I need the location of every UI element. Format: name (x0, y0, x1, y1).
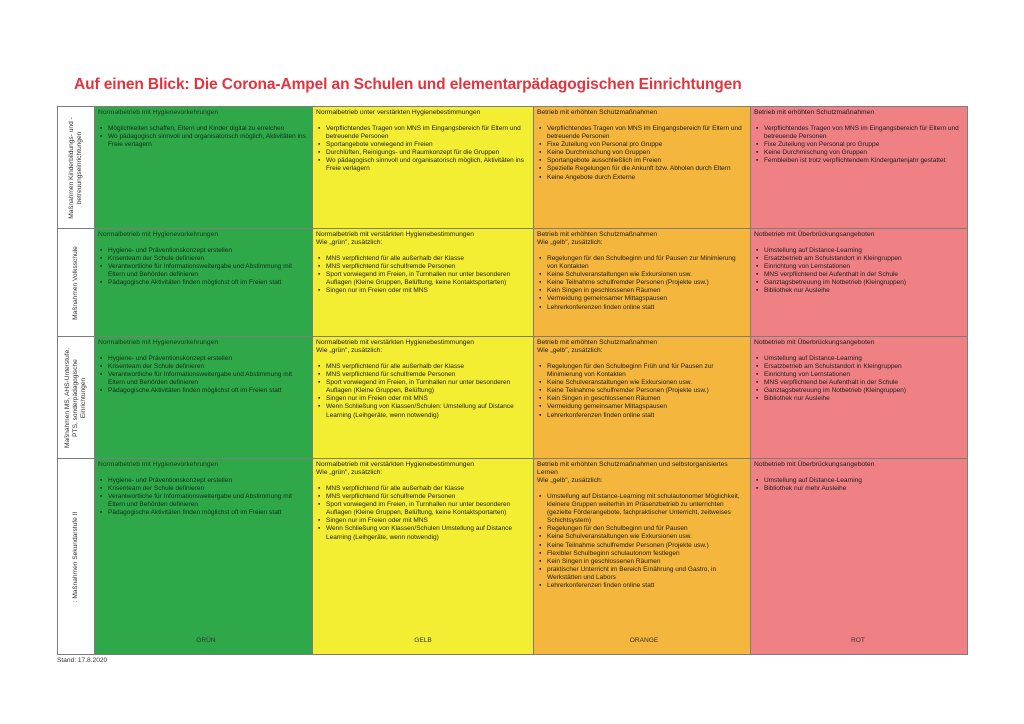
measure-list (751, 125, 967, 165)
cell-gruen (95, 107, 313, 229)
cell-orange (534, 107, 751, 229)
label-orange: ORANGE (629, 637, 659, 644)
measure-item: ▪ Kein Singen in geschlossenen Räumen (537, 558, 746, 566)
measure-list (751, 355, 967, 404)
measure-list (313, 125, 533, 174)
cell-subheading: Wie „grün", zusätzlich: (316, 347, 383, 354)
measure-item: ▪ Verpflichtendes Tragen von MNS im Eingangsbereich für Eltern und betreuende Personen (754, 125, 963, 141)
measure-item: ▪ Sport vorwiegend im Freien, in Turnhallen nur unter besonderen Auflagen (Kleine Gruppen, Belüftung, keine Kontaktsportarten) (316, 501, 529, 517)
measure-item: ▪ Lehrerkonferenzen finden online statt (537, 304, 746, 312)
measure-item: ▪ Umstellung auf Distance-Learning mit schulautonomer Möglichkeit, kleinere Gruppen weiterhin im Präsenzbetrieb zu unterrichten (gezielte Förderangebote, fachpraktischer Unterricht, zeitweises Schichtsystem) (537, 493, 746, 525)
measure-item: ▪ Sport vorwiegend im Freien, in Turnhallen nur unter besonderen Auflagen (Kleine Gruppen, Belüftung, keine Kontaktsportarten) (316, 271, 529, 287)
cell-orange (534, 229, 751, 337)
measure-item: ▪ Fixe Zuteilung von Personal pro Gruppe (537, 141, 746, 149)
measure-item: ▪ Pädagogische Aktivitäten finden möglichst oft im Freien statt (98, 387, 308, 395)
cell-heading: Normalbetrieb mit verstärkten Hygienebestimmungen (316, 339, 474, 346)
measure-item: ▪ MNS verpflichtend für schulfremde Personen (316, 371, 529, 379)
row-label-cell (58, 107, 95, 229)
label-rot: ROT (851, 637, 865, 644)
measure-list (534, 363, 750, 420)
measure-item: ▪ Umstellung auf Distance-Learning (754, 247, 963, 255)
cell-rot (751, 337, 968, 459)
measure-item: ▪ Keine Angebote durch Externe (537, 174, 746, 182)
cell-subheading: Wie „gelb", zusätzlich: (537, 239, 603, 246)
measure-item: ▪ Hygiene- und Präventionskonzept erstellen (98, 247, 308, 255)
cell-rot (751, 229, 968, 337)
measure-item: ▪ Vermeidung gemeinsamer Mittagspausen (537, 403, 746, 411)
cell-heading: Normalbetrieb unter verstärkten Hygienebestimmungen (316, 109, 481, 116)
measure-list (95, 355, 312, 395)
cell-heading: Normalbetrieb mit Hygienevorkehrungen (98, 109, 219, 116)
measure-item: ▪ MNS verpflichtend für alle außerhalb der Klasse (316, 485, 529, 493)
measure-list (313, 255, 533, 295)
measure-item: ▪ Wenn Schließung von Klassen/Schulen Umstellung auf Distance Learning (Leihgeräte, wenn notwendig) (316, 525, 529, 541)
cell-gelb (313, 229, 534, 337)
measure-item: ▪ Kein Singen in geschlossenen Räumen (537, 395, 746, 403)
cell-rot (751, 459, 968, 655)
measure-item: ▪ Lehrerkonferenzen finden online statt (537, 412, 746, 420)
measure-item: ▪ Wo pädagogisch sinnvoll und organisatorisch möglich, Aktivitäten ins Freie verlagern (98, 133, 308, 149)
cell-gelb (313, 107, 534, 229)
row-label: Maßnahmen Volksschule (72, 245, 79, 320)
measure-item: ▪ MNS verpflichtend für schulfremde Personen (316, 493, 529, 501)
measure-item: ▪ Lehrerkonferenzen finden online statt (537, 582, 746, 590)
measure-item: ▪ Krisenteam der Schule definieren (98, 255, 308, 263)
measure-item: ▪ MNS verpflichtend für alle außerhalb der Klasse (316, 363, 529, 371)
measure-item: ▪ Keine Schulveranstaltungen wie Exkursionen usw. (537, 533, 746, 541)
label-gruen: GRÜN (196, 637, 216, 644)
row-label: Maßnahmen MS, AHS-Unterstufe, PTS, sonderpädagogische Einrichtungen (64, 347, 87, 448)
measure-list (534, 255, 750, 312)
measure-item: ▪ Singen nur im Freien oder mit MNS (316, 395, 529, 403)
measure-item: ▪ praktischer Unterricht im Bereich Ernährung und Gastro, in Werkstätten und Labors (537, 566, 746, 582)
measure-item: ▪ Vermeidung gemeinsamer Mittagspausen (537, 295, 746, 303)
measure-item: ▪ Wo pädagogisch sinnvoll und organisatorisch möglich, Aktivitäten ins Freie verlagern (316, 157, 529, 173)
ampel-row (58, 107, 968, 229)
measure-item: ▪ Einrichtung von Lernstationen (754, 263, 963, 271)
measure-item: ▪ Ganztagsbetreuung im Notbetrieb (Kleingruppen) (754, 279, 963, 287)
measure-list (95, 477, 312, 517)
measure-list (95, 125, 312, 149)
cell-gruen (95, 337, 313, 459)
cell-orange (534, 459, 751, 655)
measure-item: ▪ Verpflichtendes Tragen von MNS im Eingangsbereich für Eltern und betreuende Personen (537, 125, 746, 141)
cell-gelb (313, 459, 534, 655)
measure-item: ▪ Umstellung auf Distance-Learning (754, 355, 963, 363)
measure-item: ▪ Krisenteam der Schule definieren (98, 485, 308, 493)
row-label-cell (58, 337, 95, 459)
cell-rot (751, 107, 968, 229)
ampel-row (58, 459, 968, 655)
ampel-row (58, 337, 968, 459)
measure-item: ▪ MNS verpflichtend bei Aufenthalt in der Schule (754, 271, 963, 279)
measure-item: ▪ Keine Schulveranstaltungen wie Exkursionen usw. (537, 271, 746, 279)
measure-list (313, 485, 533, 542)
measure-item: ▪ Verantwortliche für Informationsweitergabe und Abstimmung mit Eltern und Behörden definieren (98, 493, 308, 509)
cell-subheading: Wie „gelb", zusätzlich: (537, 477, 603, 484)
row-label: : Maßnahmen Sekundarstufe II (72, 511, 79, 602)
measure-item: ▪ Umstellung auf Distance-Learning (754, 477, 963, 485)
measure-item: ▪ Durchlüften, Reinigungs- und Raumkonzept für die Gruppen (316, 149, 529, 157)
measure-item: ▪ MNS verpflichtend für alle außerhalb der Klasse (316, 255, 529, 263)
measure-item: ▪ Keine Schulveranstaltungen wie Exkursionen usw. (537, 379, 746, 387)
measure-item: ▪ Bibliothek nur Ausleihe (754, 287, 963, 295)
cell-heading: Notbetrieb mit Überbrückungsangeboten (754, 339, 875, 346)
measure-item: ▪ Verpflichtendes Tragen von MNS im Eingangsbereich für Eltern und betreuende Personen (316, 125, 529, 141)
row-label-cell (58, 229, 95, 337)
cell-subheading: Wie „gelb", zusätzlich: (537, 347, 603, 354)
cell-heading: Betrieb mit erhöhten Schutzmaßnahmen (754, 109, 875, 116)
measure-list (534, 493, 750, 590)
measure-item: ▪ Pädagogische Aktivitäten finden möglichst oft im Freien statt (98, 279, 308, 287)
measure-item: ▪ Spezielle Regelungen für die Ankunft bzw. Abholen durch Eltern (537, 165, 746, 173)
measure-item: ▪ Hygiene- und Präventionskonzept erstellen (98, 355, 308, 363)
stand-date: Stand: 17.8.2020 (57, 657, 108, 664)
measure-item: ▪ Regelungen für den Schulbeginn und für Pausen zur Minimierung von Kontakten (537, 255, 746, 271)
measure-item: ▪ Sportangebote vorwiegend im Freien (316, 141, 529, 149)
row-label-cell (58, 459, 95, 655)
ampel-row (58, 229, 968, 337)
measure-item: ▪ Keine Teilnahme schulfremder Personen (Projekte usw.) (537, 279, 746, 287)
measure-item: ▪ Pädagogische Aktivitäten finden möglichst oft im Freien statt (98, 509, 308, 517)
measure-item: ▪ Verantwortliche für Informationsweitergabe und Abstimmung mit Eltern und Behörden definieren (98, 371, 308, 387)
measure-item: ▪ Singen nur im Freien oder mit MNS (316, 517, 529, 525)
cell-subheading: Wie „grün", zusätzlich: (316, 469, 383, 476)
measure-item: ▪ Wenn Schließung von Klassen/Schulen: Umstellung auf Distance Learning (Leihgeräte, wenn notwendig) (316, 403, 529, 419)
measure-list (95, 247, 312, 287)
measure-list (751, 247, 967, 296)
measure-item: ▪ Keine Teilnahme schulfremder Personen (Projekte usw.) (537, 542, 746, 550)
measure-item: ▪ Ersatzbetrieb am Schulstandort in Kleingruppen (754, 363, 963, 371)
measure-item: ▪ Keine Teilnahme schulfremder Personen (Projekte usw.) (537, 387, 746, 395)
cell-heading: Betrieb mit erhöhten Schutzmaßnahmen (537, 231, 658, 238)
measure-item: ▪ Verantwortliche für Informationsweitergabe und Abstimmung mit Eltern und Behörden definieren (98, 263, 308, 279)
cell-heading: Normalbetrieb mit Hygienevorkehrungen (98, 339, 219, 346)
measure-item: ▪ Flexibler Schulbeginn schulautonom festlegen (537, 550, 746, 558)
cell-heading: Betrieb mit erhöhten Schutzmaßnahmen und selbstorganisiertes Lernen (537, 461, 728, 476)
measure-item: ▪ Keine Durchmischung von Gruppen (754, 149, 963, 157)
measure-item: ▪ Sportangebote ausschließlich im Freien (537, 157, 746, 165)
measure-list (751, 477, 967, 493)
measure-item: ▪ MNS verpflichtend bei Aufenthalt in der Schule (754, 379, 963, 387)
measure-item: ▪ Fixe Zuteilung von Personal pro Gruppe (754, 141, 963, 149)
cell-heading: Betrieb mit erhöhten Schutzmaßnahmen (537, 109, 658, 116)
measure-item: ▪ Möglichkeiten schaffen, Eltern und Kinder digital zu erreichen (98, 125, 308, 133)
measure-item: ▪ MNS verpflichtend für schulfremde Personen (316, 263, 529, 271)
measure-item: ▪ Einrichtung von Lernstationen (754, 371, 963, 379)
measure-item: ▪ Keine Durchmischung von Gruppen (537, 149, 746, 157)
row-label: Maßnahmen Kinderbildungs- und -betreuungseinrichtungen (68, 116, 83, 219)
cell-heading: Normalbetrieb mit verstärkten Hygienebestimmungen (316, 231, 474, 238)
cell-orange (534, 337, 751, 459)
label-gelb: GELB (414, 637, 432, 644)
measure-item: ▪ Bibliothek nur mehr Ausleihe (754, 485, 963, 493)
measure-item: ▪ Bibliothek nur Ausleihe (754, 395, 963, 403)
measure-item: ▪ Ersatzbetrieb am Schulstandort in Kleingruppen (754, 255, 963, 263)
cell-heading: Normalbetrieb mit verstärkten Hygienebestimmungen (316, 461, 474, 468)
measure-item: ▪ Singen nur im Freien oder mit MNS (316, 287, 529, 295)
cell-heading: Betrieb mit erhöhten Schutzmaßnahmen (537, 339, 658, 346)
measure-item: ▪ Regelungen für den Schulbeginn und für Pausen (537, 525, 746, 533)
cell-heading: Normalbetrieb mit Hygienevorkehrungen (98, 461, 219, 468)
measure-item: ▪ Sport vorwiegend im Freien, in Turnhallen nur unter besonderen Auflagen (Kleine Gruppen, Belüftung) (316, 379, 529, 395)
measure-list (534, 125, 750, 182)
measure-item: ▪ Regelungen für den Schulbeginn Früh und für Pausen zur Minimierung von Kontakten (537, 363, 746, 379)
measure-item: ▪ Kein Singen in geschlossenen Räumen (537, 287, 746, 295)
cell-gelb (313, 337, 534, 459)
measure-item: ▪ Hygiene- und Präventionskonzept erstellen (98, 477, 308, 485)
measure-item: ▪ Fernbleiben ist trotz verpflichtendem Kindergartenjahr gestattet (754, 157, 963, 165)
measure-list (313, 363, 533, 420)
measure-item: ▪ Ganztagsbetreuung im Notbetrieb (Kleingruppen) (754, 387, 963, 395)
ampel-table (57, 106, 968, 655)
cell-heading: Normalbetrieb mit Hygienevorkehrungen (98, 231, 219, 238)
page-title: Auf einen Blick: Die Corona-Ampel an Schulen und elementarpädagogischen Einrichtungen (74, 76, 742, 93)
cell-gruen (95, 229, 313, 337)
cell-subheading: Wie „grün", zusätzlich: (316, 239, 383, 246)
measure-item: ▪ Krisenteam der Schule definieren (98, 363, 308, 371)
cell-heading: Notbetrieb mit Überbrückungsangeboten (754, 231, 875, 238)
cell-gruen (95, 459, 313, 655)
cell-heading: Notbetrieb mit Überbrückungsangeboten (754, 461, 875, 468)
